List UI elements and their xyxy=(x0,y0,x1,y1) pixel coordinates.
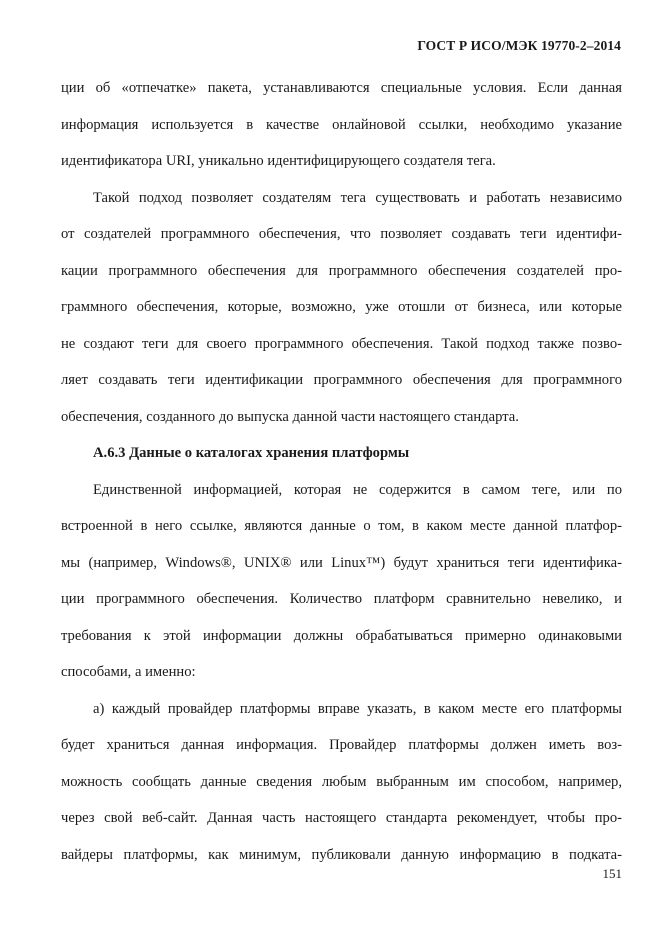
text-line: граммного обеспечения, которые, возможно, уже отошли от бизнеса, или которые xyxy=(61,299,622,315)
text-line: можность сообщать данные сведения любым выбранным им способом, например, xyxy=(61,773,622,790)
text-line: будет храниться данная информация. Провайдер платформы должен иметь воз- xyxy=(61,737,622,753)
text-line: кации программного обеспечения для программного обеспечения создателей про- xyxy=(61,262,622,279)
section-heading: А.6.3 Данные о каталогах хранения платформы xyxy=(93,445,410,461)
page-number: 151 xyxy=(602,866,622,881)
text-line: встроенной в него ссылке, являются данные о том, в каком месте данной платфор- xyxy=(61,518,622,534)
text-line: Такой подход позволяет создателям тега существовать и работать независимо xyxy=(93,189,622,206)
text-line: через свой веб-сайт. Данная часть настоящего стандарта рекомендует, чтобы про- xyxy=(61,810,622,826)
text-line: мы (например, Windows®, UNIX® или Linux™) будут храниться теги идентифика- xyxy=(61,554,622,571)
text-line: ляет создавать теги идентификации программного обеспечения для программного xyxy=(61,372,622,388)
text-line: от создателей программного обеспечения, что позволяет создавать теги идентифи- xyxy=(61,226,622,242)
text-line: Единственной информацией, которая не содержится в самом теге, или по xyxy=(93,481,622,498)
list-item-line: а) каждый провайдер платформы вправе указать, в каком месте его платформы xyxy=(93,700,622,717)
text-line: не создают теги для своего программного обеспечения. Такой подход также позво- xyxy=(61,335,622,352)
text-line: способами, а именно: xyxy=(61,664,196,680)
document-body xyxy=(61,70,622,873)
text-line: информация используется в качестве онлайновой ссылки, необходимо указание xyxy=(61,116,622,133)
text-line: требования к этой информации должны обрабатываться примерно одинаковыми xyxy=(61,627,622,644)
text-line: ции программного обеспечения. Количество платформ сравнительно невелико, и xyxy=(61,591,622,607)
text-line: обеспечения, созданного до выпуска данной части настоящего стандарта. xyxy=(61,408,519,425)
text-line: ции об «отпечатке» пакета, устанавливаются специальные условия. Если данная xyxy=(61,80,622,96)
document-header: ГОСТ Р ИСО/МЭК 19770-2–2014 xyxy=(417,38,621,53)
text-line: идентификатора URI, уникально идентифицирующего создателя тега. xyxy=(61,153,496,169)
text-line: вайдеры платформы, как минимум, публиковали данную информацию в подката- xyxy=(61,846,622,863)
